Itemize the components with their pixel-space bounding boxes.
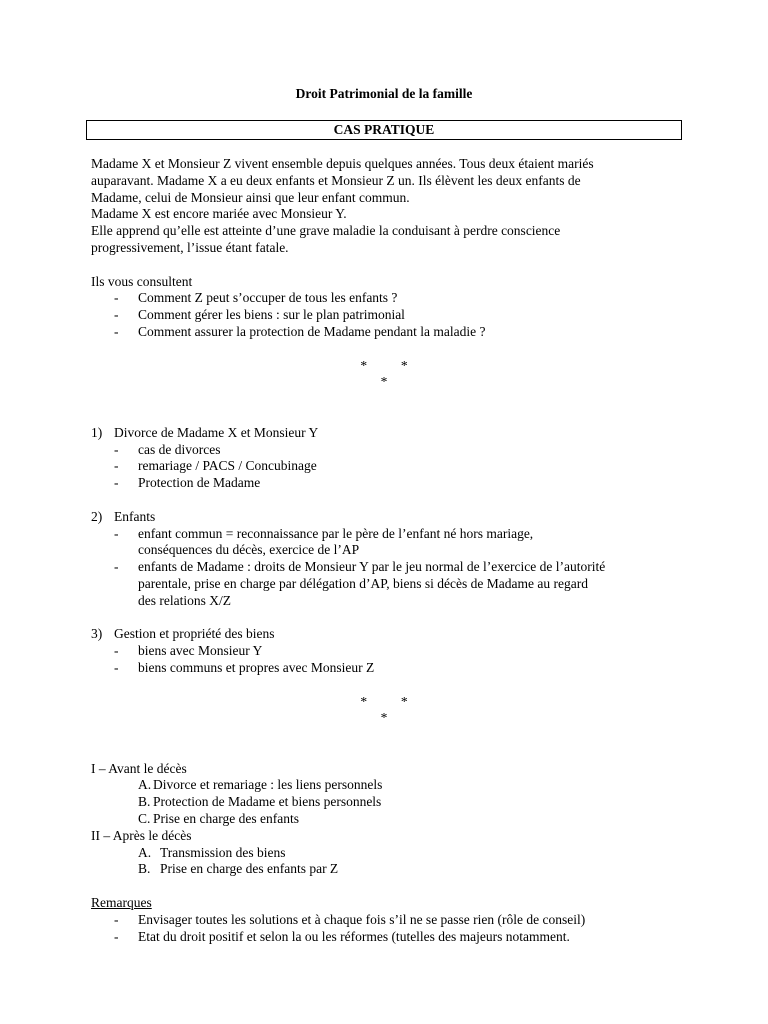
section-title: Gestion et propriété des biens <box>114 626 275 642</box>
plan-item-text: Divorce et remariage : les liens personnels <box>153 777 383 793</box>
separator-stars <box>91 358 677 392</box>
section-item: - biens communs et propres avec Monsieur Z <box>91 660 691 677</box>
plan-item-text: Protection de Madame et biens personnels <box>153 794 382 810</box>
plan-item-text: Transmission des biens <box>160 844 286 860</box>
remark-item: - Envisager toutes les solutions et à chaque fois s’il ne se passe rien (rôle de conseil) <box>91 912 691 929</box>
section-item-continued: conséquences du décès, exercice de l’AP <box>138 542 360 558</box>
stars-bottom: * <box>380 374 388 390</box>
document-title: Droit Patrimonial de la famille <box>295 86 473 101</box>
section-item-continued: des relations X/Z <box>138 592 231 608</box>
intro-line: Elle apprend qu’elle est atteinte d’une grave maladie la conduisant à perdre conscience <box>91 223 561 239</box>
section-title: Enfants <box>114 508 156 524</box>
section-heading <box>91 509 691 526</box>
plan-item-letter: A. <box>138 777 152 793</box>
plan-item-letter: B. <box>138 861 151 877</box>
section-item: - cas de divorces <box>91 442 691 459</box>
section-title: Divorce de Madame X et Monsieur Y <box>114 424 319 440</box>
plan-item <box>91 777 691 794</box>
plan-item-letter: A. <box>138 844 152 860</box>
plan-item <box>91 811 691 828</box>
separator-stars <box>91 694 677 728</box>
section-item: - remariage / PACS / Concubinage <box>91 458 691 475</box>
plan-item-letter: B. <box>138 794 151 810</box>
section-number: 3) <box>91 626 103 642</box>
consult-item: - Comment assurer la protection de Madame pendant la maladie ? <box>91 324 691 341</box>
plan-item-letter: C. <box>138 811 151 827</box>
remark-item: - Etat du droit positif et selon la ou les réformes (tutelles des majeurs notamment. <box>91 929 691 946</box>
section-item: - enfants de Madame : droits de Monsieur Y par le jeu normal de l’exercice de l’autorité <box>91 559 691 576</box>
consult-item: - Comment gérer les biens : sur le plan patrimonial <box>91 307 691 324</box>
consult-heading: Ils vous consultent <box>91 273 193 289</box>
section-heading <box>91 626 691 643</box>
plan-item <box>91 845 691 862</box>
plan-part-heading: I – Avant le décès <box>91 760 187 776</box>
cas-pratique-box: CAS PRATIQUE <box>86 120 682 140</box>
consult-item: - Comment Z peut s’occuper de tous les enfants ? <box>91 290 691 307</box>
document-body <box>91 156 691 945</box>
plan-item-text: Prise en charge des enfants par Z <box>160 861 339 877</box>
section-item: - Protection de Madame <box>91 475 691 492</box>
section-heading <box>91 425 691 442</box>
section-number: 1) <box>91 424 103 440</box>
plan-item <box>91 861 691 878</box>
intro-line: Madame, celui de Monsieur ainsi que leur enfant commun. <box>91 189 410 205</box>
stars-bottom: * <box>380 710 388 726</box>
plan-item <box>91 794 691 811</box>
intro-line: auparavant. Madame X a eu deux enfants et Monsieur Z un. Ils élèvent les deux enfants de <box>91 172 581 188</box>
stars-top: * * <box>360 357 408 373</box>
plan-part-heading: II – Après le décès <box>91 827 192 843</box>
intro-line: Madame X est encore mariée avec Monsieur Y. <box>91 206 347 222</box>
section-item: - biens avec Monsieur Y <box>91 643 691 660</box>
stars-top: * * <box>360 693 408 709</box>
remarks-heading: Remarques <box>91 895 152 911</box>
plan-item-text: Prise en charge des enfants <box>153 811 299 827</box>
section-item: - enfant commun = reconnaissance par le père de l’enfant né hors mariage, <box>91 526 691 543</box>
intro-line: Madame X et Monsieur Z vivent ensemble depuis quelques années. Tous deux étaient mariés <box>91 156 594 171</box>
section-number: 2) <box>91 508 103 524</box>
section-item-continued: parentale, prise en charge par délégation d’AP, biens si décès de Madame au regard <box>138 575 588 591</box>
intro-line: progressivement, l’issue étant fatale. <box>91 239 289 255</box>
